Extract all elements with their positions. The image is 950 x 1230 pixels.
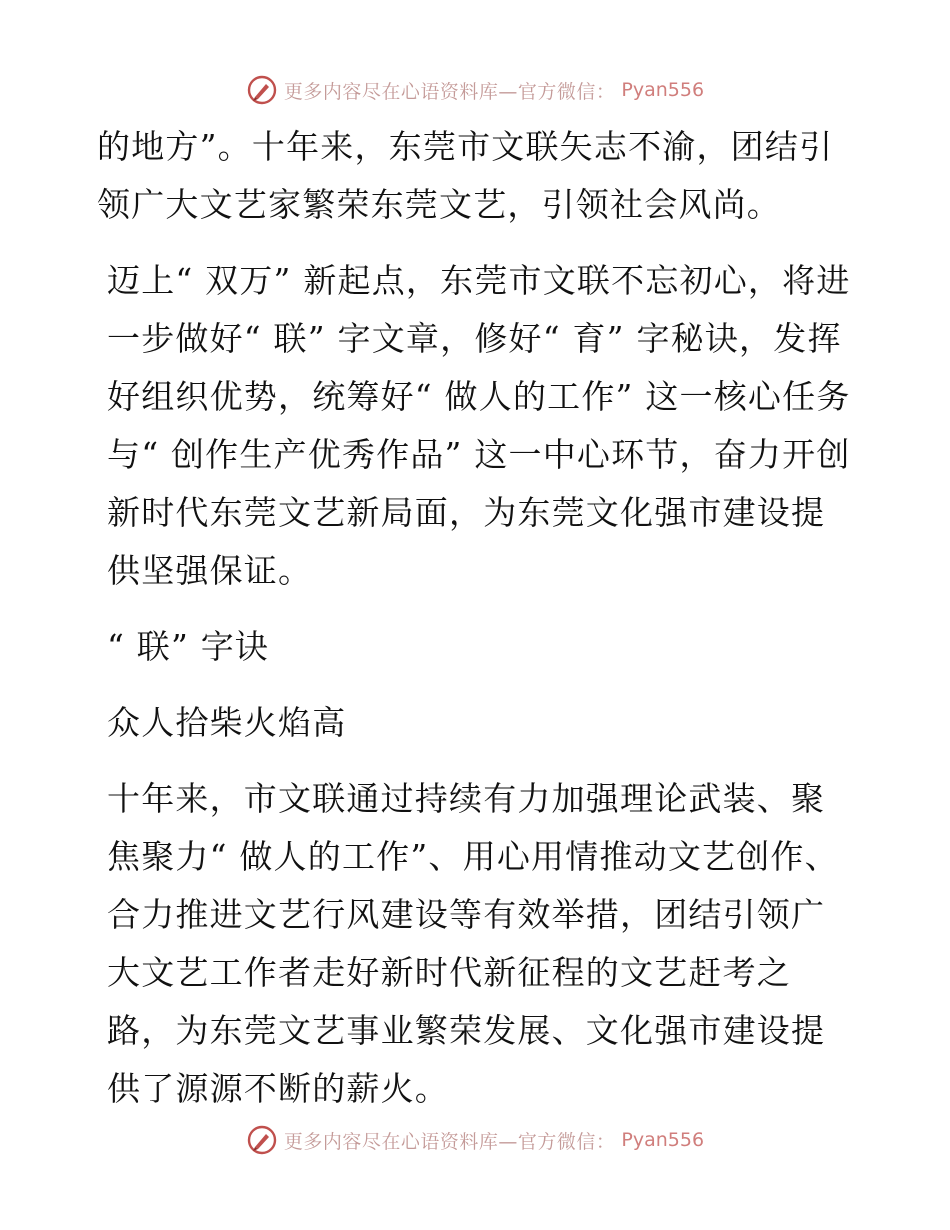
watermark-footer [0,1123,950,1157]
watermark-wechat-id: Pyan556 [621,1129,705,1151]
watermark-text: 更多内容尽在心语资料库—官方微信： [283,80,616,103]
document-body [97,118,857,1136]
paragraph-1: 的地方”。十年来，东莞市文联矢志不渝，团结引领广大文艺家繁荣东莞文艺，引领社会风尚。 [97,127,834,224]
pen-logo-icon [246,74,278,106]
section-subheading: 众人拾柴火焰高 [107,703,347,742]
section-heading: “ 联” 字诀 [107,627,270,666]
watermark-text: 更多内容尽在心语资料库—官方微信： [283,1130,616,1153]
paragraph-3: 十年来，市文联通过持续有力加强理论武装、聚焦聚力“ 做人的工作”、用心用情推动文艺创作、合力推进文艺行风建设等有效举措，团结引领广大文艺工作者走好新时代新征程的文艺赶考之路，为东莞文艺事业繁荣发展、文化强市建设提供了源源不断的薪火。 [107,779,839,1108]
watermark-wechat-id: Pyan556 [621,79,705,101]
pen-logo-icon [246,1124,278,1156]
paragraph-2: 迈上“ 双万” 新起点，东莞市文联不忘初心，将进一步做好“ 联” 字文章，修好“ 育” 字秘诀，发挥好组织优势，统筹好“ 做人的工作” 这一核心任务与“ 创作生产优秀作品” 这一中心环节，奋力开创新时代东莞文艺新局面，为东莞文化强市建设提供坚强保证。 [107,261,851,590]
watermark-header [0,73,950,107]
